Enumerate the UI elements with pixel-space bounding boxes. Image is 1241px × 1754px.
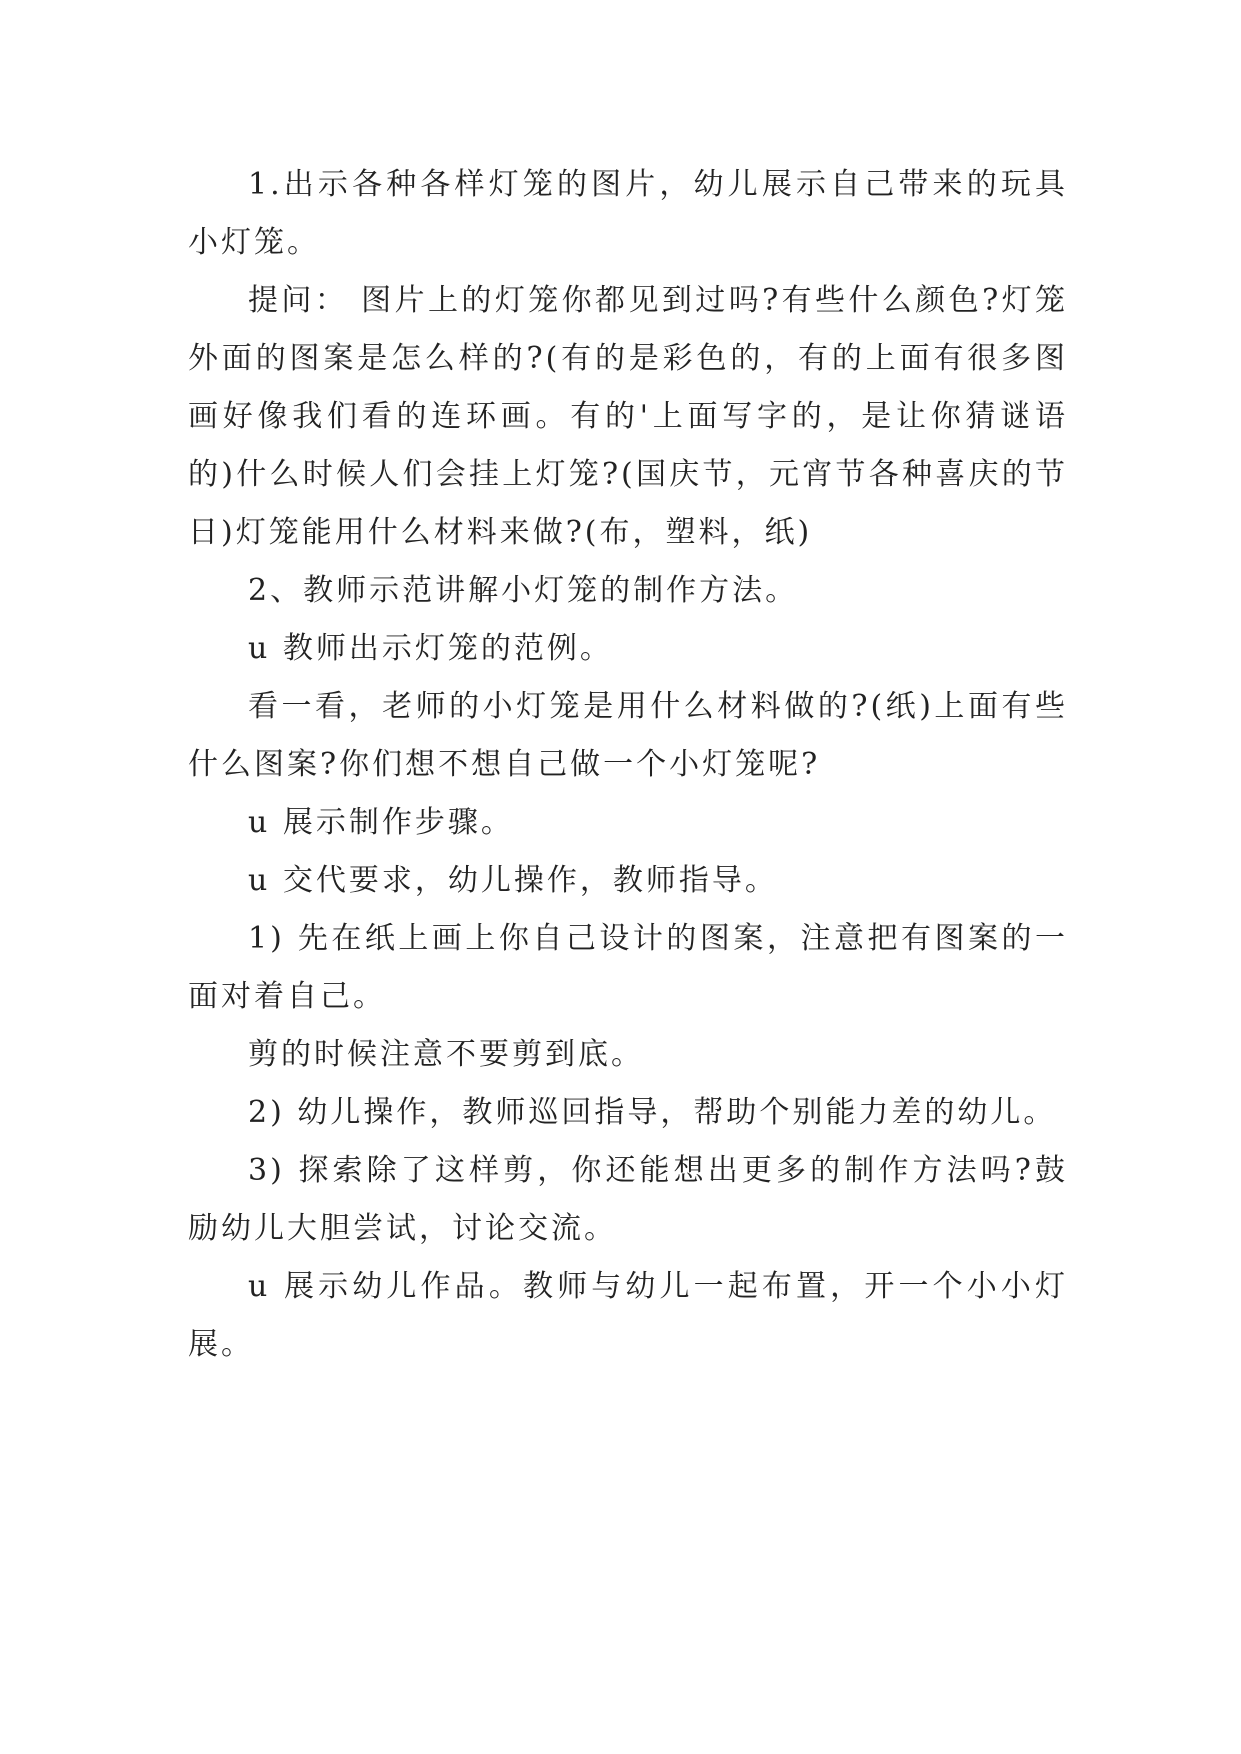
paragraph-step-1: 1) 先在纸上画上你自己设计的图案，注意把有图案的一面对着自己。	[188, 921, 1068, 1014]
paragraph-show-works: u 展示幼儿作品。教师与幼儿一起布置，开一个小小灯展。	[188, 1269, 1068, 1362]
paragraph-look-at-lantern: 看一看，老师的小灯笼是用什么材料做的?(纸)上面有些什么图案?你们想不想自己做一个小灯笼呢?	[188, 689, 1068, 782]
paragraph-cutting-note: 剪的时候注意不要剪到底。	[248, 1037, 644, 1072]
document-body	[188, 156, 1068, 1374]
paragraph-step-3: 3) 探索除了这样剪，你还能想出更多的制作方法吗?鼓励幼儿大胆尝试，讨论交流。	[188, 1153, 1068, 1246]
paragraph-show-lantern-pictures: 1.出示各种各样灯笼的图片，幼儿展示自己带来的玩具小灯笼。	[188, 167, 1068, 260]
paragraph-teacher-demo: 2、教师示范讲解小灯笼的制作方法。	[248, 573, 799, 608]
paragraph-questions: 提问： 图片上的灯笼你都见到过吗?有些什么颜色?灯笼外面的图案是怎么样的?(有的是彩色的，有的上面有很多图画好像我们看的连环画。有的'上面写字的，是让你猜谜语的)什么时候人们会挂上灯笼?(国庆节，元宵节各种喜庆的节日)灯笼能用什么材料来做?(布，塑料，纸)	[188, 283, 1068, 550]
paragraph-show-example: u 教师出示灯笼的范例。	[248, 631, 613, 666]
paragraph-step-2: 2) 幼儿操作，教师巡回指导，帮助个别能力差的幼儿。	[248, 1095, 1057, 1130]
paragraph-requirements: u 交代要求，幼儿操作，教师指导。	[248, 863, 778, 898]
paragraph-show-steps: u 展示制作步骤。	[248, 805, 514, 840]
